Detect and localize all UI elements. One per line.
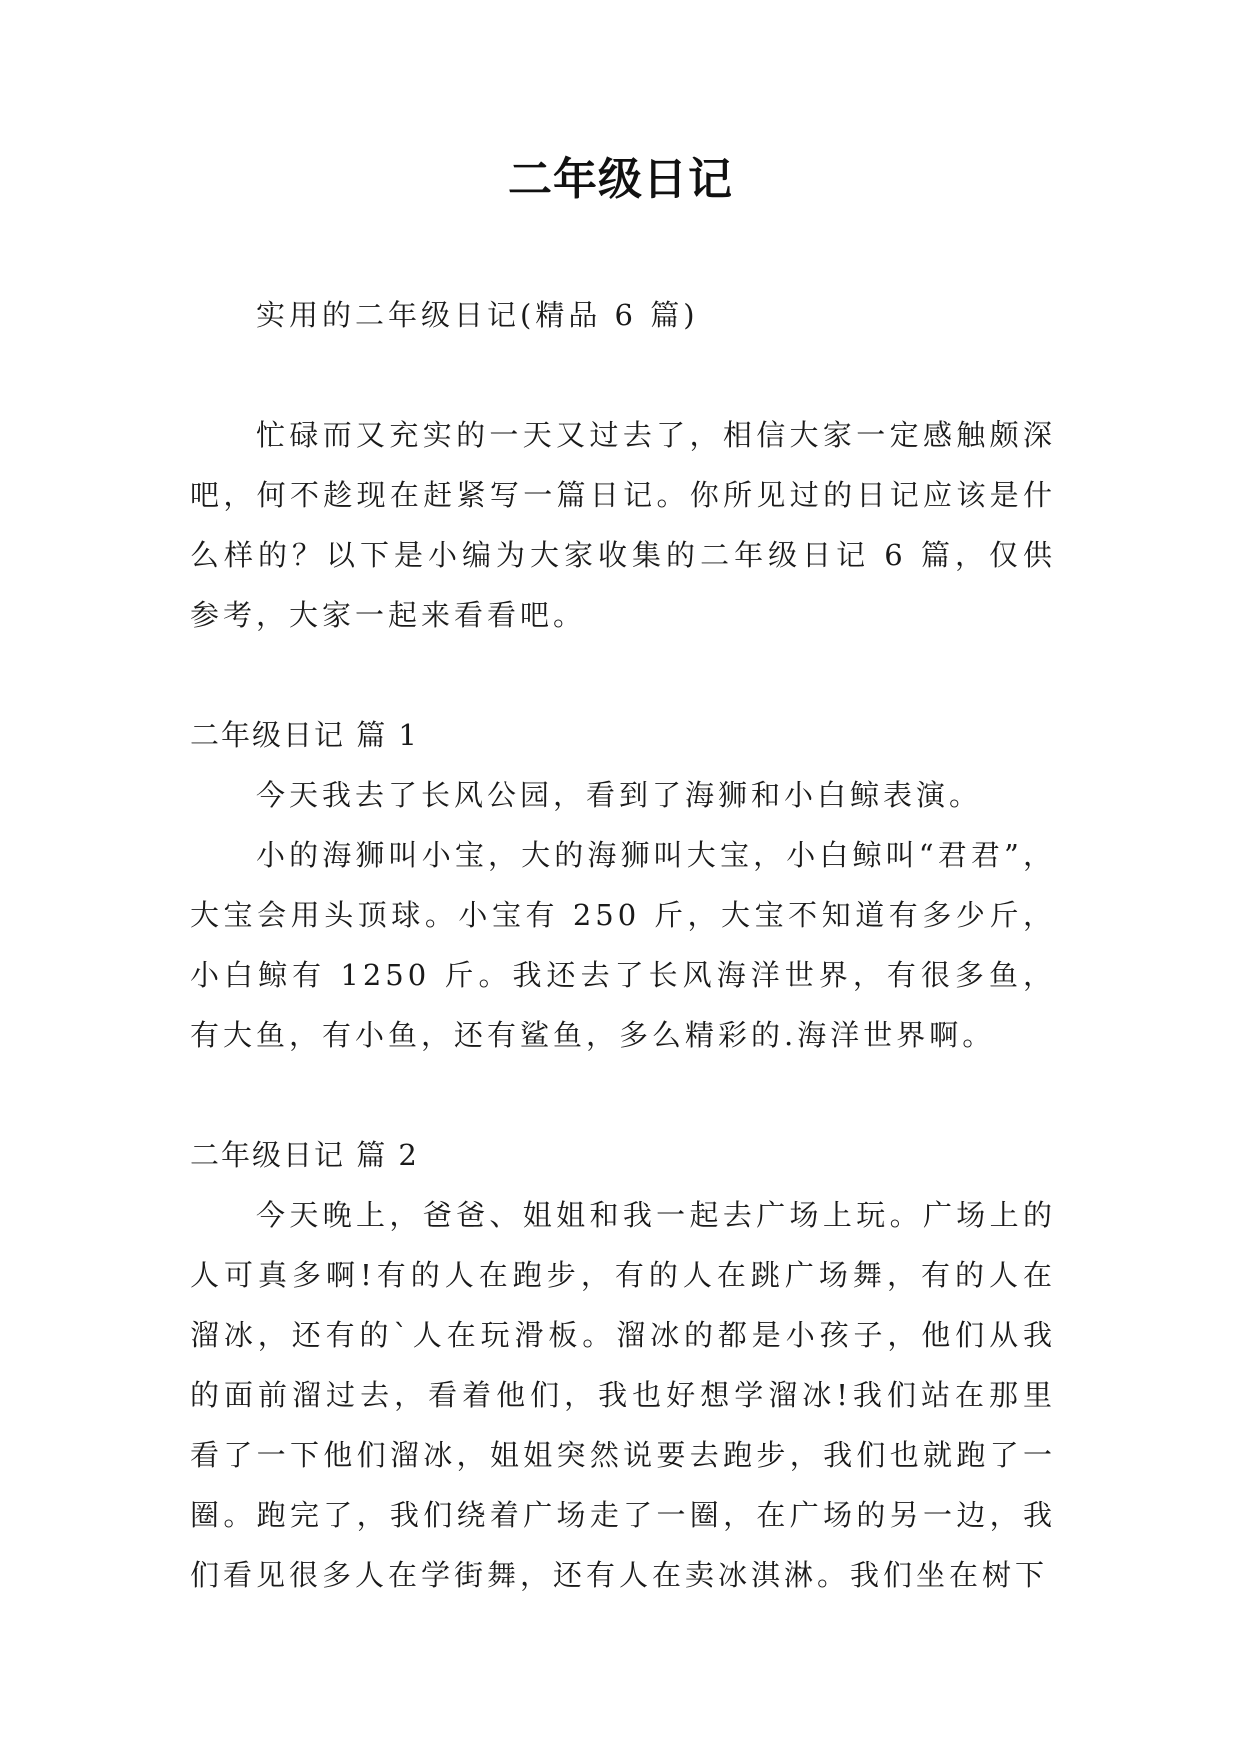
section-heading-1: 二年级日记 篇 1: [190, 718, 419, 752]
intro-paragraph: 忙碌而又充实的一天又过去了，相信大家一定感触颇深吧，何不趁现在赶紧写一篇日记。你所见过的日记应该是什么样的？以下是小编为大家收集的二年级日记 6 篇，仅供参考，大家一起来看看吧。: [190, 418, 1056, 632]
section-2-paragraph-1: 今天晚上，爸爸、姐姐和我一起去广场上玩。广场上的人可真多啊!有的人在跑步，有的人在跳广场舞，有的人在溜冰，还有的`人在玩滑板。溜冰的都是小孩子，他们从我的面前溜过去，看着他们，我也好想学溜冰!我们站在那里看了一下他们溜冰，姐姐突然说要去跑步，我们也就跑了一圈。跑完了，我们绕着广场走了一圈，在广场的另一边，我们看见很多人在学街舞，还有人在卖冰淇淋。我们坐在树下: [190, 1198, 1056, 1592]
section-heading-2: 二年级日记 篇 2: [190, 1138, 419, 1172]
document-subtitle: 实用的二年级日记(精品 6 篇): [256, 298, 699, 332]
section-1-paragraph-2: 小的海狮叫小宝，大的海狮叫大宝，小白鲸叫“君君”，大宝会用头顶球。小宝有 250 斤，大宝不知道有多少斤，小白鲸有 1250 斤。我还去了长风海洋世界，有很多鱼，有大鱼，有小鱼，还有鲨鱼，多么精彩的.海洋世界啊。: [190, 838, 1056, 1052]
document-body: [190, 285, 1056, 1605]
document-title: 二年级日记: [508, 154, 733, 205]
section-1-paragraph-1: 今天我去了长风公园，看到了海狮和小白鲸表演。: [256, 778, 983, 812]
